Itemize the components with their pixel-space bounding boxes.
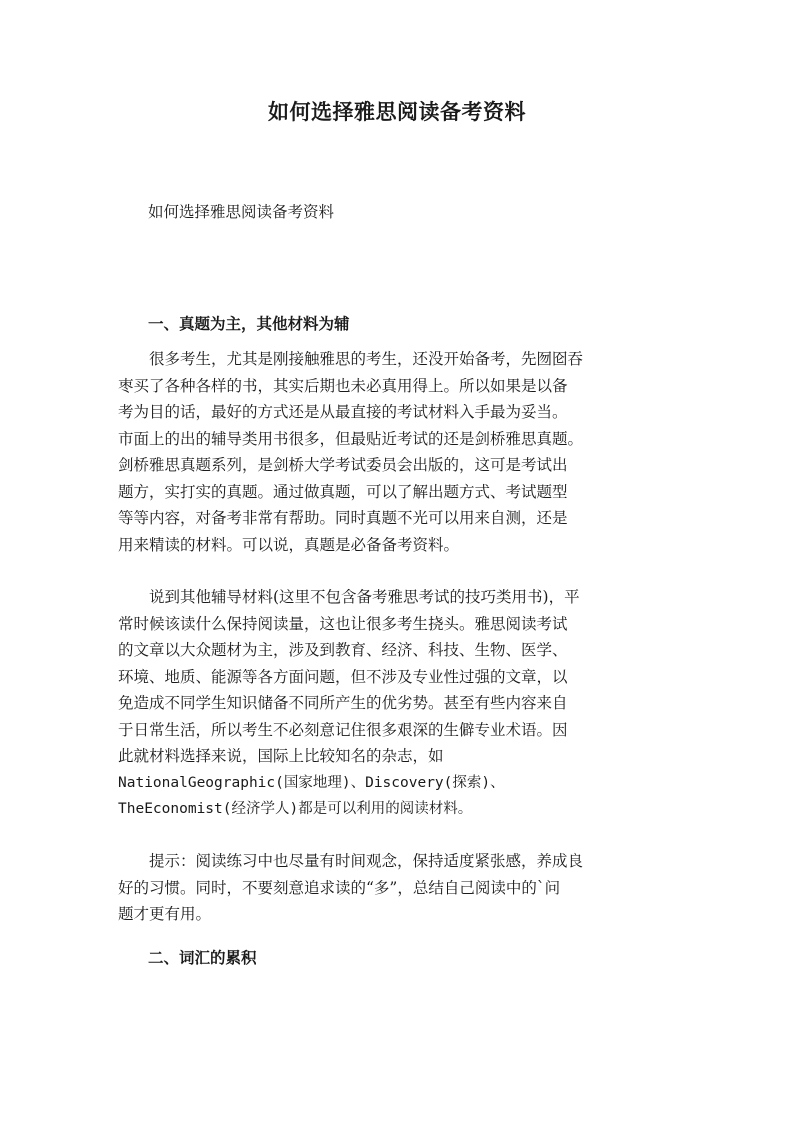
paragraph-3 [118, 848, 678, 928]
paragraph-line: 免造成不同学生知识储备不同所产生的优劣势。甚至有些内容来自 [118, 694, 568, 712]
paragraph-line: 常时候该读什么保持阅读量，这也让很多考生挠头。雅思阅读考试 [118, 614, 568, 633]
paragraph-line: 说到其他辅导材料(这里不包含备考雅思考试的技巧类用书)，平 [118, 588, 580, 606]
paragraph-line: 考为目的话，最好的方式还是从最直接的考试材料入手最为妥当。 [118, 403, 568, 421]
section-heading-2: 二、词汇的累积 [148, 948, 257, 967]
paragraph-line: TheEconomist(经济学人)都是可以利用的阅读材料。 [118, 801, 473, 817]
paragraph-line: 好的习惯。同时，不要刻意追求读的“多”，总结自己阅读中的`问 [118, 878, 561, 897]
paragraph-line: 很多考生，尤其是刚接触雅思的考生，还没开始备考，先囫囵吞 [118, 350, 584, 368]
paragraph-line: 市面上的出的辅导类用书很多，但最贴近考试的还是剑桥雅思真题。 [118, 429, 584, 448]
paragraph-line: 的文章以大众题材为主，涉及到教育、经济、科技、生物、医学、 [118, 641, 568, 659]
paragraph-line: 提示：阅读练习中也尽量有时间观念，保持适度紧张感，养成良 [118, 852, 584, 870]
paragraph-line: 剑桥雅思真题系列，是剑桥大学考试委员会出版的，这可是考试出 [118, 456, 568, 474]
paragraph-line: 枣买了各种各样的书，其实后期也未必真用得上。所以如果是以备 [118, 376, 568, 395]
document-subtitle: 如何选择雅思阅读备考资料 [148, 203, 335, 221]
paragraph-2 [118, 584, 678, 823]
paragraph-line: 此就材料选择来说，国际上比较知名的杂志，如 [118, 747, 444, 765]
paragraph-line: 环境、地质、能源等各方面问题，但不涉及专业性过强的文章，以 [118, 667, 568, 686]
paragraph-line: 等等内容，对备考非常有帮助。同时真题不光可以用来自测，还是 [118, 509, 568, 527]
paragraph-line: 于日常生活，所以考生不必刻意记住很多艰深的生僻专业术语。因 [118, 720, 568, 739]
paragraph-line: 题方，实打实的真题。通过做真题，可以了解出题方式、考试题型 [118, 482, 568, 501]
section-heading-1: 一、真题为主，其他材料为辅 [148, 314, 350, 333]
paragraph-line: 题才更有用。 [118, 905, 212, 923]
paragraph-line: 用来精读的材料。可以说，真题是必备备考资料。 [118, 535, 460, 554]
document-title: 如何选择雅思阅读备考资料 [268, 99, 526, 124]
paragraph-line: NationalGeographic(国家地理)、Discovery(探索)、 [118, 774, 505, 791]
paragraph-1 [118, 346, 678, 558]
